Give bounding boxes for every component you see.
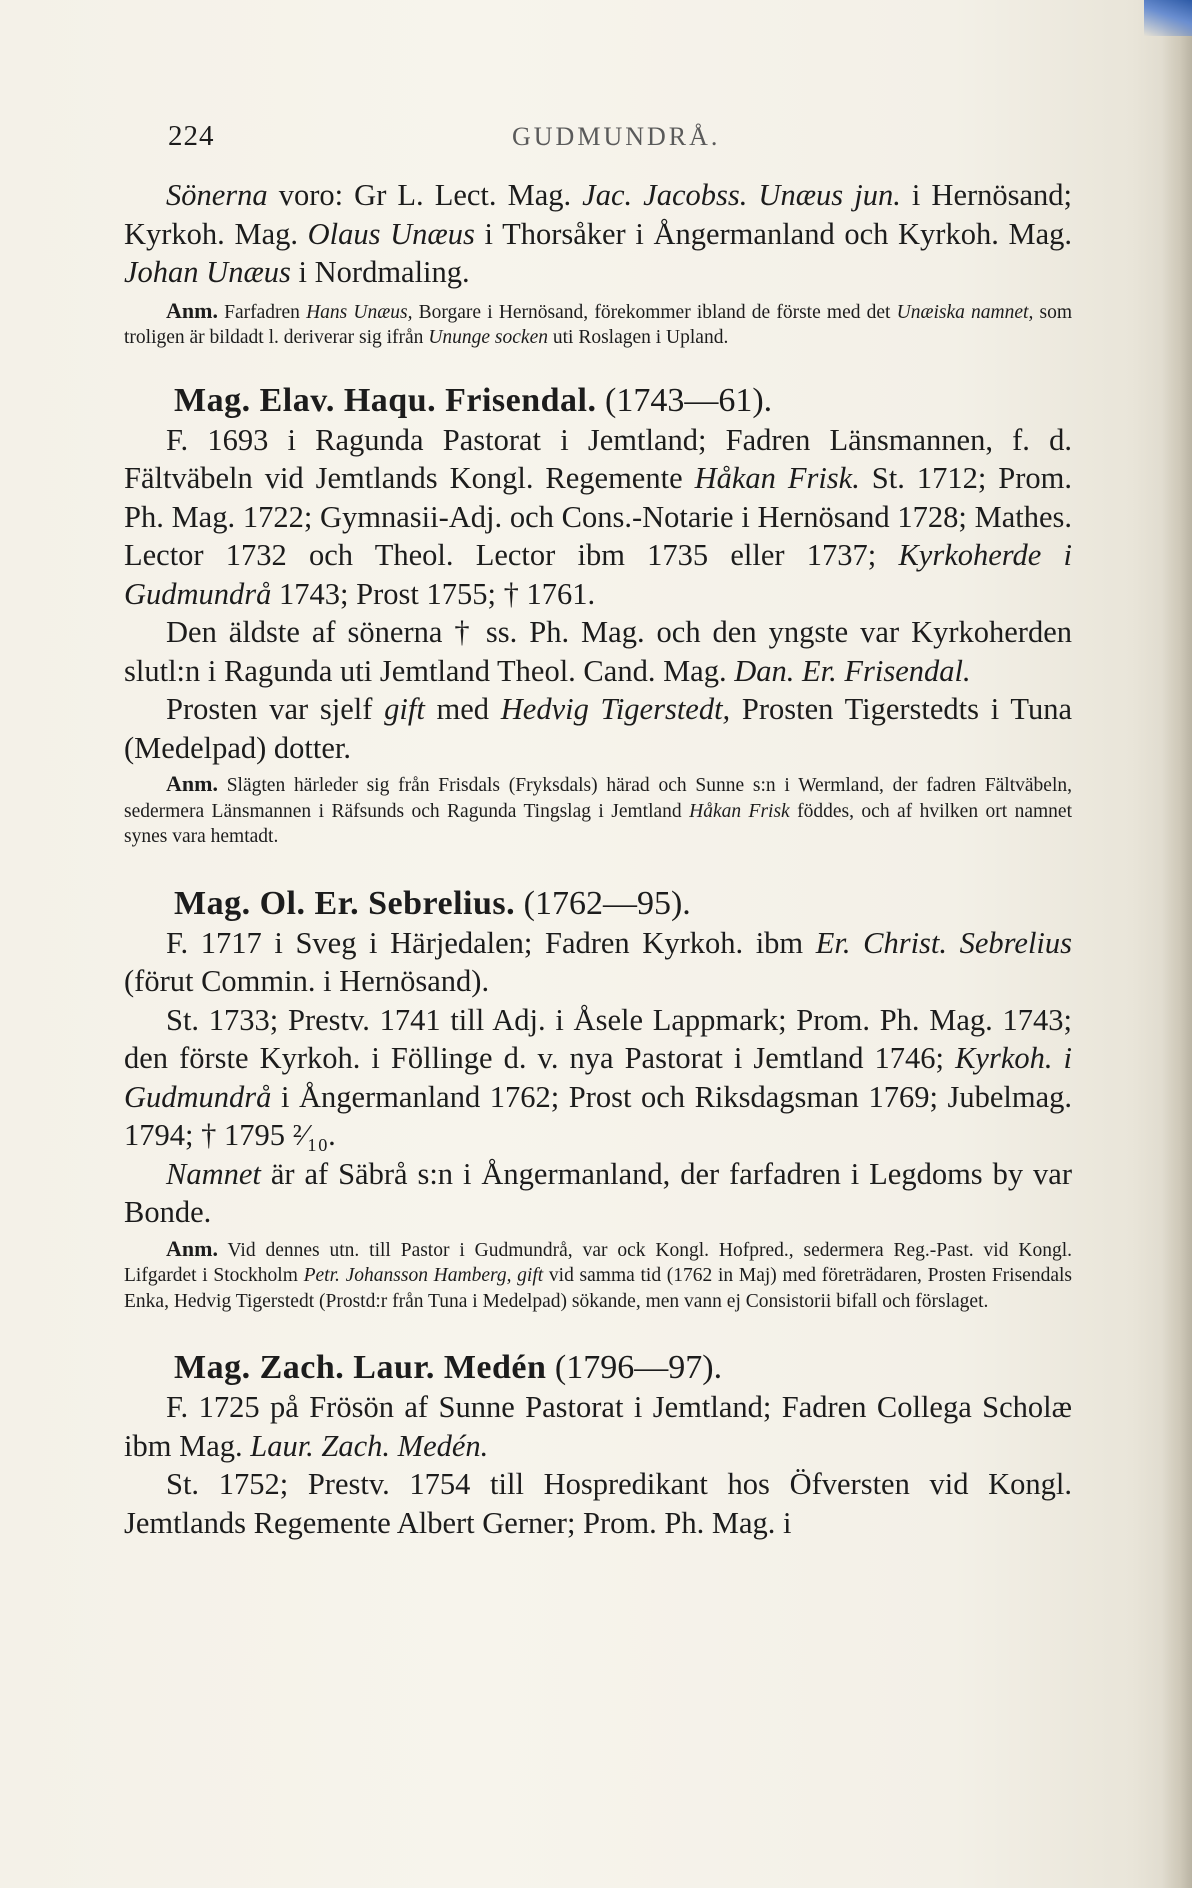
entry1-paragraph-2: Den äldste af sönerna † ss. Ph. Mag. och den yngste var Kyrkoherden slutl:n i Ragunda uti Jemtland Theol. Cand. Mag. Dan. Er. Frisendal. <box>124 615 1072 688</box>
entry-title-sebrelius <box>124 884 1072 924</box>
note-label: Anm. <box>166 1235 218 1261</box>
entry2-paragraph-3: Namnet är af Säbrå s:n i Ångermanland, der farfadren i Legdoms by var Bonde. <box>124 1156 1072 1229</box>
intro-paragraph: Sönerna voro: Gr L. Lect. Mag. Jac. Jacobss. Unæus jun. i Hernösand; Kyrkoh. Mag. Olaus Unæus i Thorsåker i Ångermanland och Kyrkoh. Mag. Johan Unæus i Nordmaling. <box>124 178 1073 289</box>
running-head: GUDMUNDRÅ. <box>512 122 721 151</box>
page-content <box>124 110 1072 1542</box>
page-edge-shadow <box>1162 0 1192 1888</box>
entry2-paragraph-1: F. 1717 i Sveg i Härjedalen; Fadren Kyrkoh. ibm Er. Christ. Sebrelius (förut Commin. i Hernösand). <box>124 925 1073 998</box>
note-label: Anm. <box>166 771 218 796</box>
entry1-note: Anm. Slägten härleder sig från Frisdals (Fryksdals) härad och Sunne s:n i Wermland, der fadren Fältväbeln, sedermera Länsmannen i Räfsunds och Ragunda Tingslag i Jemtland Håkan Frisk föddes, och af hvilken ort namnet synes vara hemtadt. <box>124 771 1072 847</box>
page-header <box>124 110 1072 156</box>
entry2-note: Anm. Vid dennes utn. till Pastor i Gudmundrå, var ock Kongl. Hofpred., sedermera Reg.-Past. vid Kongl. Lifgardet i Stockholm Petr. Johansson Hamberg, gift vid samma tid (1762 in Maj) med företrädaren, Prosten Frisendals Enka, Hedvig Tigerstedt (Prostd:r från Tuna i Medelpad) sökande, men vann ej Consistorii bifall och förslaget. <box>124 1235 1072 1312</box>
scan-corner-mark <box>1144 0 1192 36</box>
entry-years: (1796—97). <box>554 1349 723 1386</box>
entry-name: Mag. Ol. Er. Sebrelius. <box>174 884 516 922</box>
entry-title-meden <box>124 1348 1072 1388</box>
note-label: Anm. <box>166 297 218 323</box>
entry-name: Mag. Elav. Haqu. Frisendal. <box>174 381 597 419</box>
entry1-paragraph-1: F. 1693 i Ragunda Pastorat i Jemtland; Fadren Länsmannen, f. d. Fältväbeln vid Jemtlands Kongl. Regemente Håkan Frisk. St. 1712; Prom. Ph. Mag. 1722; Gymnasii-Adj. och Cons.-Notarie i Hernösand 1728; Mathes. Lector 1732 och Theol. Lector ibm 1735 eller 1737; Kyrkoherde i Gudmundrå 1743; Prost 1755; † 1761. <box>124 422 1072 611</box>
entry1-paragraph-3: Prosten var sjelf gift med Hedvig Tigerstedt, Prosten Tigerstedts i Tuna (Medelpad) dotter. <box>124 692 1072 765</box>
entry3-paragraph-2: St. 1752; Prestv. 1754 till Hospredikant hos Öfversten vid Kongl. Jemtlands Regemente Albert Gerner; Prom. Ph. Mag. i <box>124 1467 1072 1540</box>
entry2-paragraph-2: St. 1733; Prestv. 1741 till Adj. i Åsele Lappmark; Prom. Ph. Mag. 1743; den förste Kyrkoh. i Föllinge d. v. nya Pastorat i Jemtland 1746; Kyrkoh. i Gudmundrå i Ångermanland 1762; Prost och Riksdagsman 1769; Jubelmag. 1794; † 1795 ²⁄₁₀. <box>124 1002 1072 1152</box>
entry-years: (1743—61). <box>605 381 773 419</box>
intro-note: Anm. Farfadren Hans Unæus, Borgare i Hernösand, förekommer ibland de förste med det Unæiska namnet, som troligen är bildadt l. deriverar sig ifrån Ununge socken uti Roslagen i Upland. <box>124 297 1072 348</box>
intro-label: Sönerna <box>166 178 268 212</box>
entry-name: Mag. Zach. Laur. Medén <box>174 1349 547 1386</box>
entry-years: (1762—95). <box>523 884 691 922</box>
entry3-paragraph-1: F. 1725 på Frösön af Sunne Pastorat i Jemtland; Fadren Collega Scholæ ibm Mag. Laur. Zach. Medén. <box>124 1390 1072 1463</box>
entry-title-frisendal <box>124 381 1072 421</box>
page-number: 224 <box>168 120 215 152</box>
